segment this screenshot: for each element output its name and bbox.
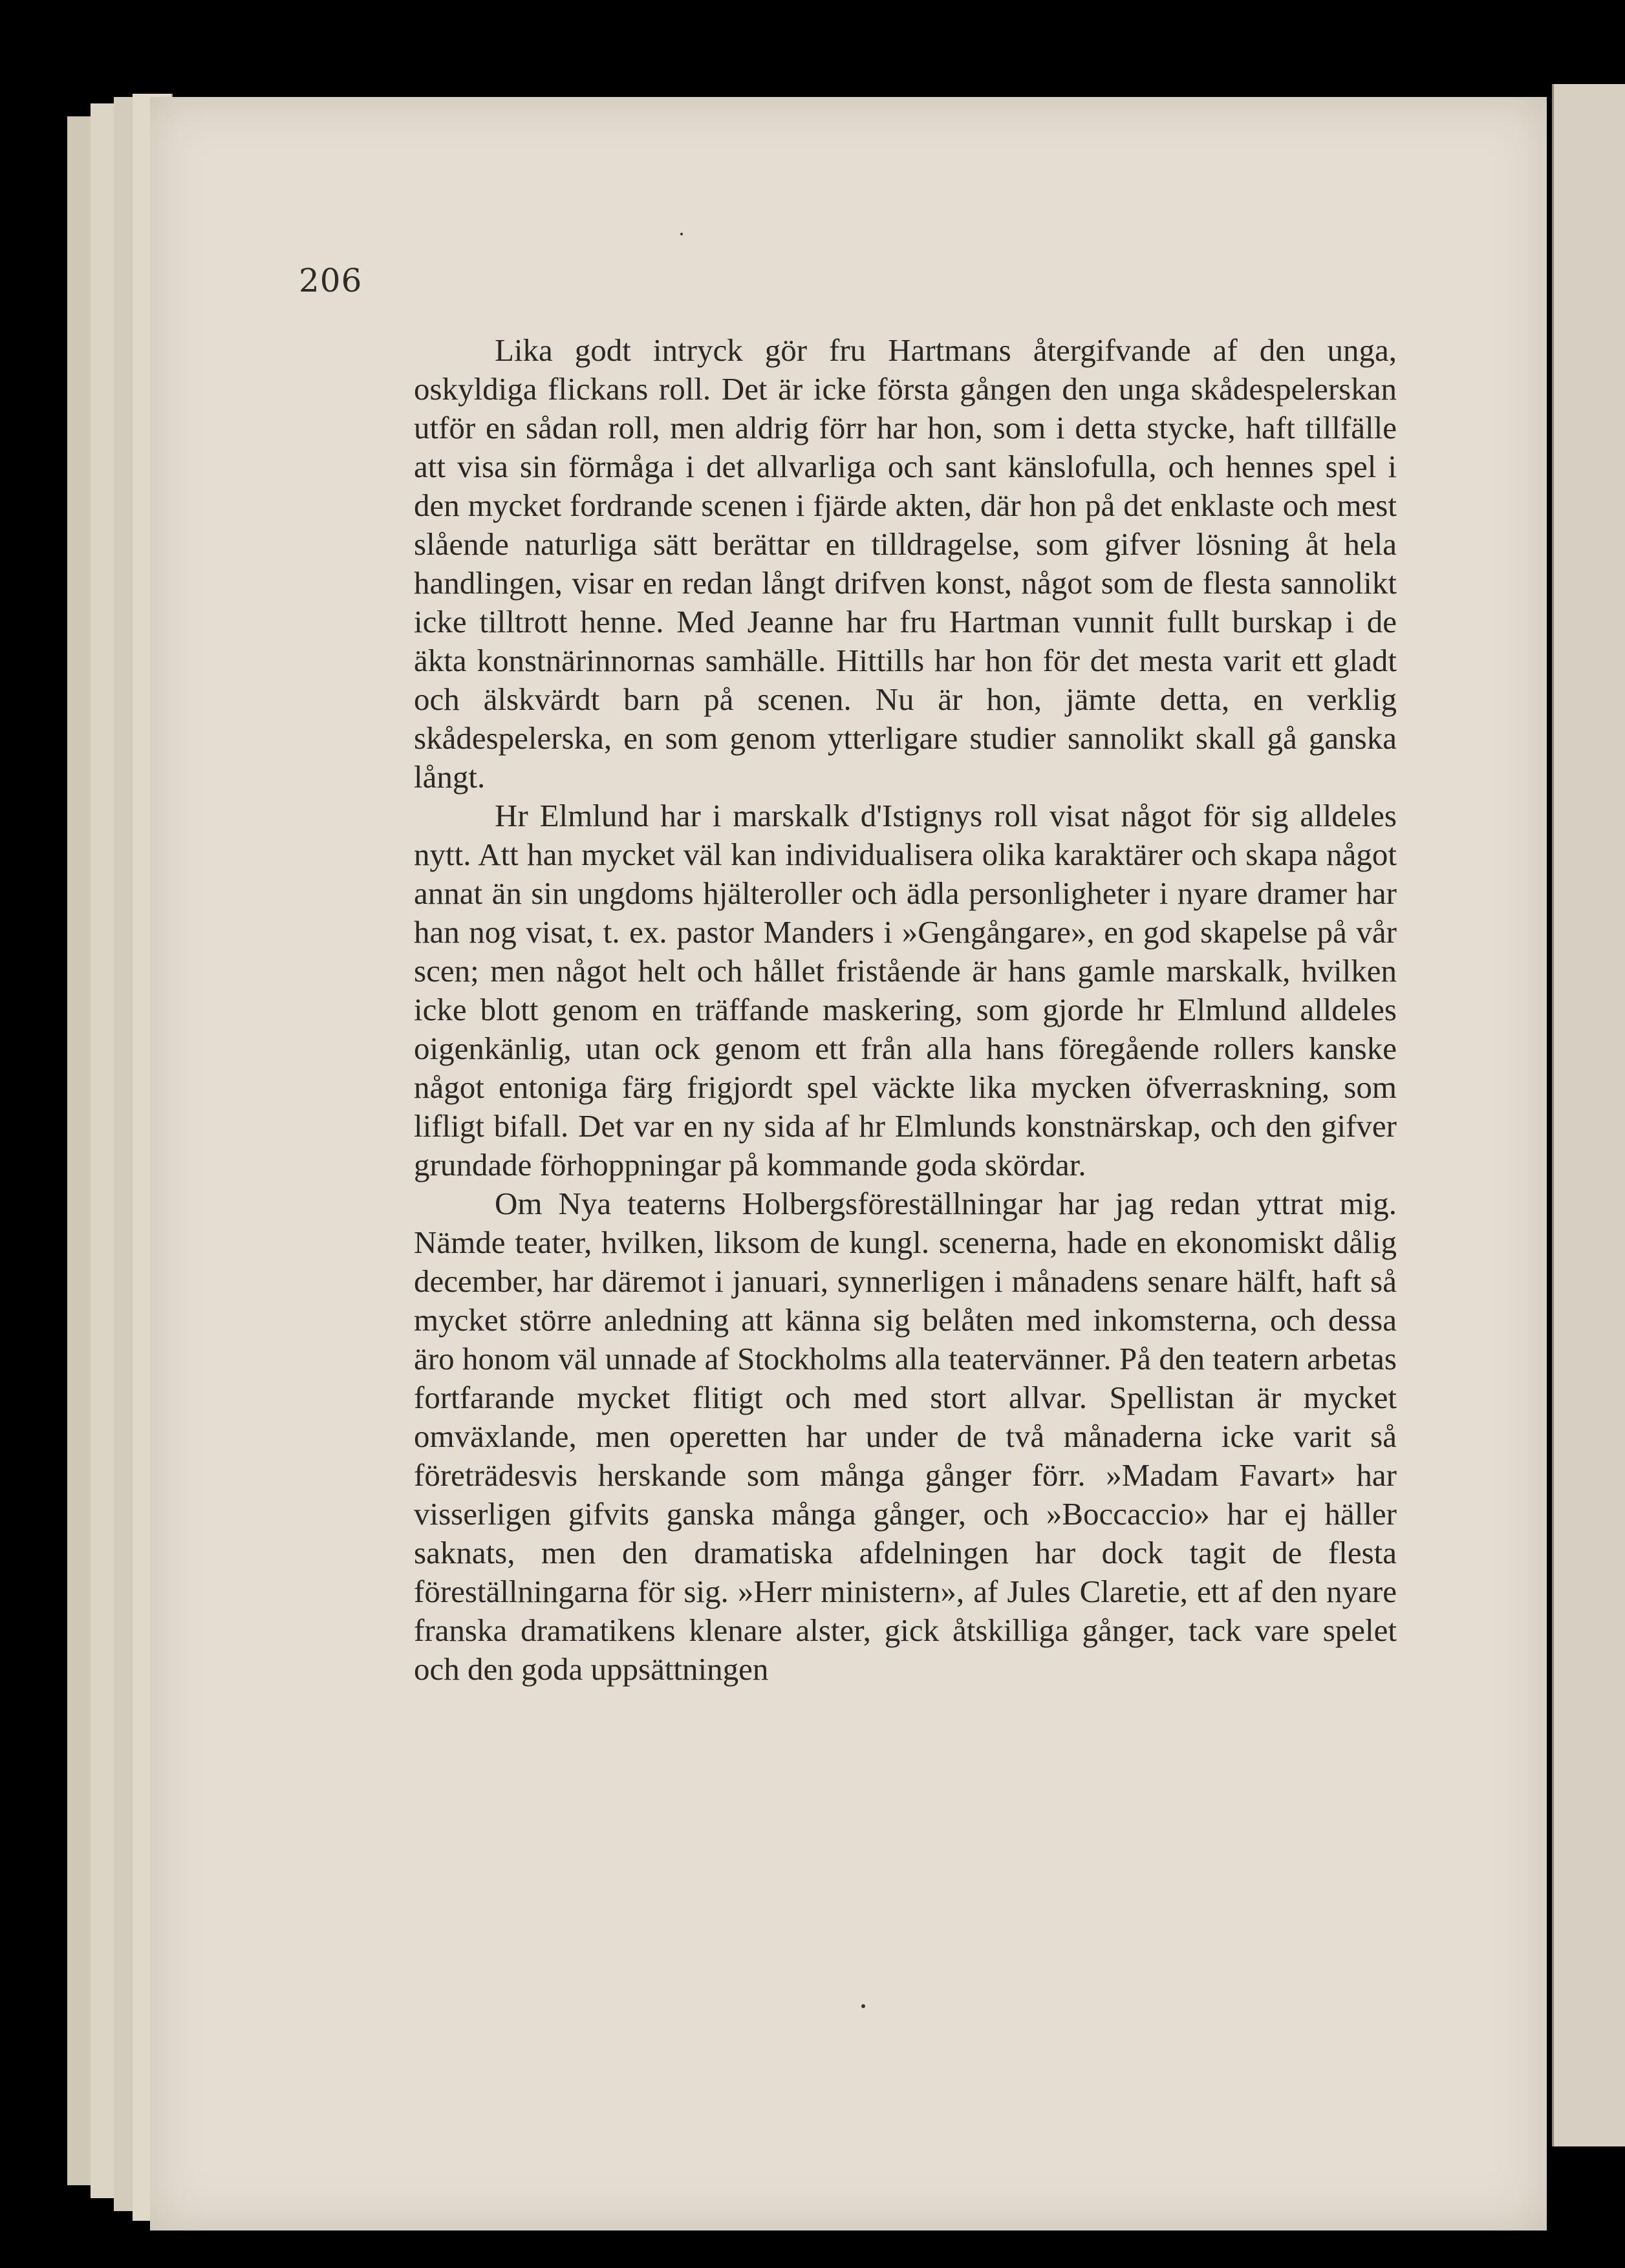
- paragraph: Lika godt intryck gör fru Hartmans återgifvande af den unga, oskyldiga flickans roll. Det är icke första gången den unga skådespelerskan utför en sådan roll, men aldrig förr har hon, som i detta stycke, haft tillfälle att visa sin förmåga i det allvarliga och sant känslofulla, och hennes spel i den mycket fordrande scenen i fjärde akten, där hon på det enklaste och mest slående naturliga sätt berättar en tilldragelse, som gifver lösning åt hela handlingen, visar en redan långt drifven konst, något som de flesta sannolikt icke tilltrott henne. Med Jeanne har fru Hartman vunnit fullt burskap i de äkta konstnärinnornas samhälle. Hittills har hon för det mesta varit ett gladt och älskvärdt barn på scenen. Nu är hon, jämte detta, en verklig skådespelerska, en som genom ytterligare studier sannolikt skall gå ganska långt.: [414, 332, 1397, 795]
- adjacent-page-edge: [1552, 84, 1625, 2146]
- paper-speck: [861, 2004, 865, 2008]
- body-text: [414, 331, 1397, 1689]
- page-number: 206: [299, 262, 363, 299]
- paper-speck: [680, 233, 683, 235]
- paragraph: Hr Elmlund har i marskalk d'Istignys roll visat något för sig alldeles nytt. Att han mycket väl kan individualisera olika karaktärer och skapa något annat än sin ungdoms hjälteroller och ädla personligheter i nyare dramer har han nog visat, t. ex. pastor Manders i »Gengångare», en god skapelse på vår scen; men något helt och hållet fristående är hans gamle marskalk, hvilken icke blott genom en träffande maskering, som gjorde hr Elmlund alldeles oigenkänlig, utan ock genom ett från alla hans föregående rollers kanske något entoniga färg frigjordt spel väckte lika mycken öfverraskning, som lifligt bifall. Det var en ny sida af hr Elmlunds konstnärskap, och den gifver grundade förhoppningar på kommande goda skördar.: [414, 798, 1397, 1182]
- paragraph: Om Nya teaterns Holbergsföreställningar har jag redan yttrat mig. Nämde teater, hvilken, liksom de kungl. scenerna, hade en ekonomiskt dålig december, har däremot i januari, synnerligen i månadens senare hälft, haft så mycket större anledning att känna sig belåten med inkomsterna, och dessa äro honom väl unnade af Stockholms alla teatervänner. På den teatern arbetas fortfarande mycket flitigt och med stort allvar. Spellistan är mycket omväxlande, men operetten har under de två månaderna icke varit så företrädesvis herskande som många gånger förr. »Madam Favart» har visserligen gifvits ganska många gånger, och »Boccaccio» har ej häller saknats, men den dramatiska afdelningen har dock tagit de flesta föreställningarna för sig. »Herr ministern», af Jules Claretie, ett af den nyare franska dramatikens klenare alster, gick åtskilliga gånger, tack vare spelet och den goda uppsättningen: [414, 1186, 1397, 1687]
